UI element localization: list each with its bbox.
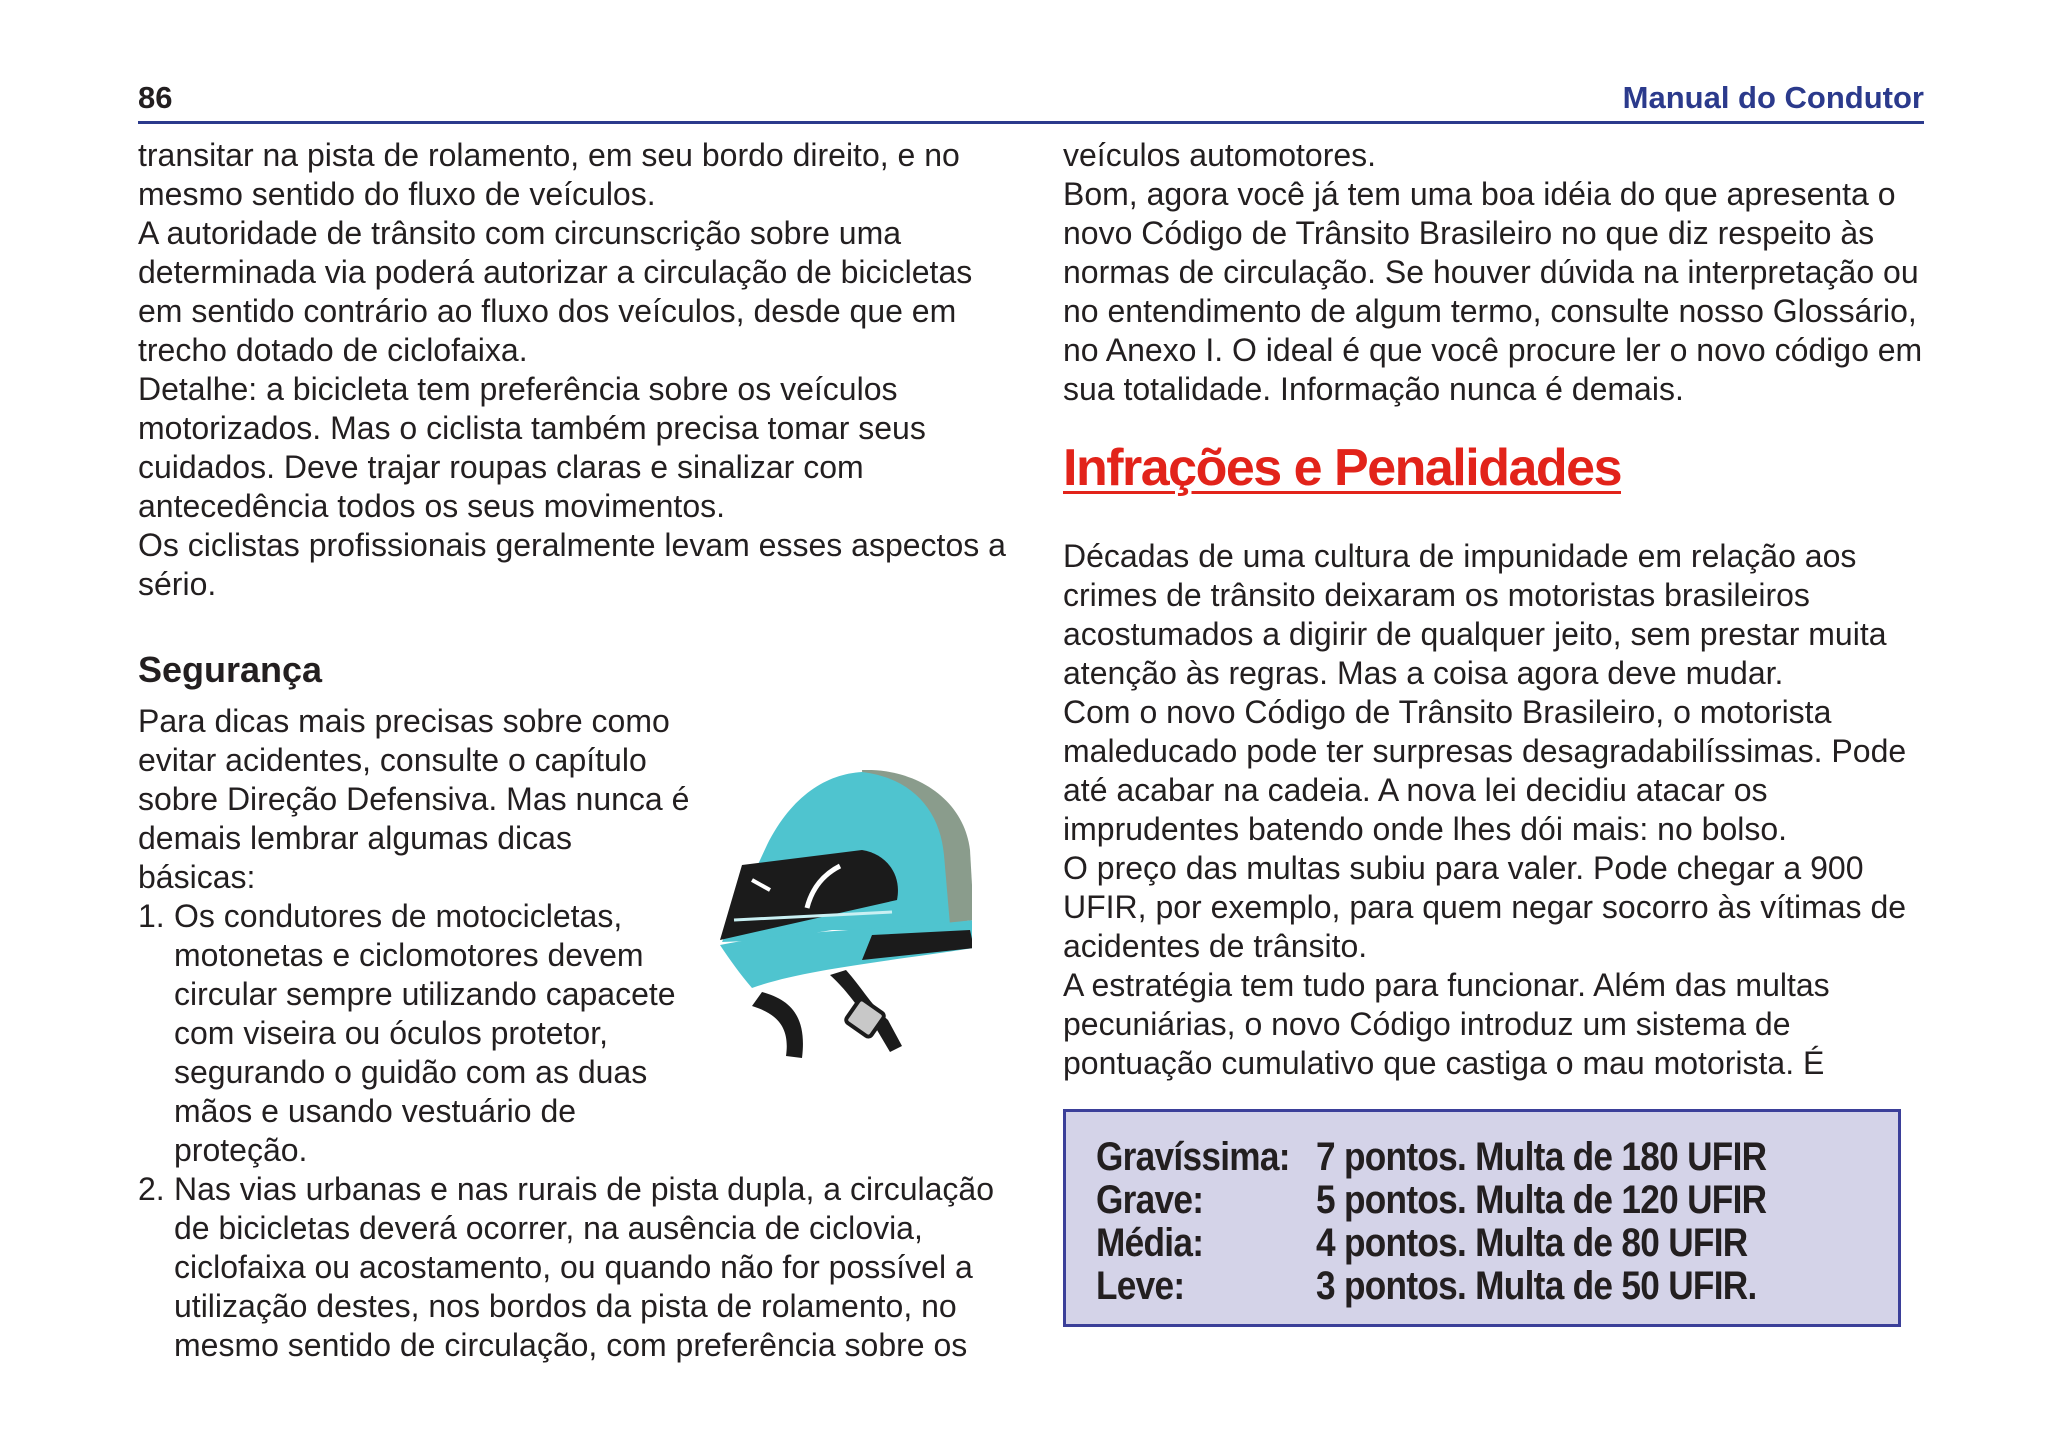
penalty-level: Leve: [1096, 1264, 1185, 1308]
penalty-level: Gravíssima: [1096, 1135, 1290, 1179]
penalty-row [1096, 1222, 1802, 1265]
list-item [138, 897, 714, 1170]
section-intro: Para dicas mais precisas sobre como evitar acidentes, consulte o capítulo sobre Direção Defensiva. Mas nunca é demais lembrar algumas dicas básicas: [138, 703, 690, 895]
section-heading-seguranca: Segurança [138, 649, 323, 690]
penalty-detail: 3 pontos. Multa de 50 UFIR. [1316, 1264, 1757, 1308]
section-heading-infracoes: Infrações e Penalidades [1063, 439, 1621, 497]
penalty-row [1096, 1136, 1802, 1179]
header-rule [138, 121, 1924, 124]
page-number: 86 [138, 80, 173, 115]
penalty-table [1063, 1109, 1901, 1327]
penalty-level: Média: [1096, 1221, 1204, 1265]
list-text: Os condutores de motocicletas, motonetas e ciclomotores devem circular sempre utilizando capacete com viseira ou óculos protetor, segurando o guidão com as duas mãos e usando vestuário de proteção. [174, 898, 676, 1168]
penalty-detail: 7 pontos. Multa de 180 UFIR [1316, 1135, 1767, 1179]
penalty-level: Grave: [1096, 1178, 1204, 1222]
running-title: Manual do Condutor [1622, 80, 1924, 115]
paragraph: transitar na pista de rolamento, em seu bordo direito, e no mesmo sentido do fluxo de veículos. [138, 137, 960, 212]
list-item [138, 1170, 1010, 1365]
paragraph: A autoridade de trânsito com circunscrição sobre uma determinada via poderá autorizar a circulação de bicicletas em sentido contrário ao fluxo dos veículos, desde que em trecho dotado de ciclofaixa. [138, 215, 973, 368]
list-number: 2. [138, 1171, 165, 1207]
paragraph: Bom, agora você já tem uma boa idéia do que apresenta o novo Código de Trânsito Brasileiro no que diz respeito às normas de circulação. Se houver dúvida na interpretação ou no entendimento de algum termo, consulte nosso Glossário, no Anexo I. O ideal é que você procure ler o novo código em sua totalidade. Informação nunca é demais. [1063, 176, 1923, 407]
paragraph: Com o novo Código de Trânsito Brasileiro, o motorista maleducado pode ter surpresas desagradabilíssimas. Pode até acabar na cadeia. A nova lei decidiu atacar os imprudentes batendo onde lhes dói mais: no bolso. [1063, 694, 1907, 847]
list-number: 1. [138, 898, 165, 934]
paragraph: Os ciclistas profissionais geralmente levam esses aspectos a sério. [138, 527, 1006, 602]
motorcycle-helmet-icon [712, 770, 972, 1060]
paragraph: veículos automotores. [1063, 137, 1377, 173]
penalty-row [1096, 1265, 1802, 1308]
penalty-detail: 5 pontos. Multa de 120 UFIR [1316, 1178, 1767, 1222]
paragraph: Detalhe: a bicicleta tem preferência sobre os veículos motorizados. Mas o ciclista também precisa tomar seus cuidados. Deve trajar roupas claras e sinalizar com antecedência todos os seus movimentos. [138, 371, 926, 524]
paragraph: A estratégia tem tudo para funcionar. Além das multas pecuniárias, o novo Código introduz um sistema de pontuação cumulativo que castiga o mau motorista. É [1063, 967, 1830, 1081]
list-text: Nas vias urbanas e nas rurais de pista dupla, a circulação de bicicletas deverá ocorrer, na ausência de ciclovia, ciclofaixa ou acostamento, ou quando não for possível a utilização destes, nos bordos da pista de rolamento, no mesmo sentido de circulação, com preferência sobre os [174, 1171, 994, 1363]
right-column [1063, 136, 1933, 1083]
left-column [138, 136, 1010, 1365]
penalty-detail: 4 pontos. Multa de 80 UFIR [1316, 1221, 1748, 1265]
penalty-row [1096, 1179, 1802, 1222]
paragraph: Décadas de uma cultura de impunidade em relação aos crimes de trânsito deixaram os motoristas brasileiros acostumados a digirir de qualquer jeito, sem prestar muita atenção às regras. Mas a coisa agora deve mudar. [1063, 538, 1887, 691]
paragraph: O preço das multas subiu para valer. Pode chegar a 900 UFIR, por exemplo, para quem negar socorro às vítimas de acidentes de trânsito. [1063, 850, 1907, 964]
